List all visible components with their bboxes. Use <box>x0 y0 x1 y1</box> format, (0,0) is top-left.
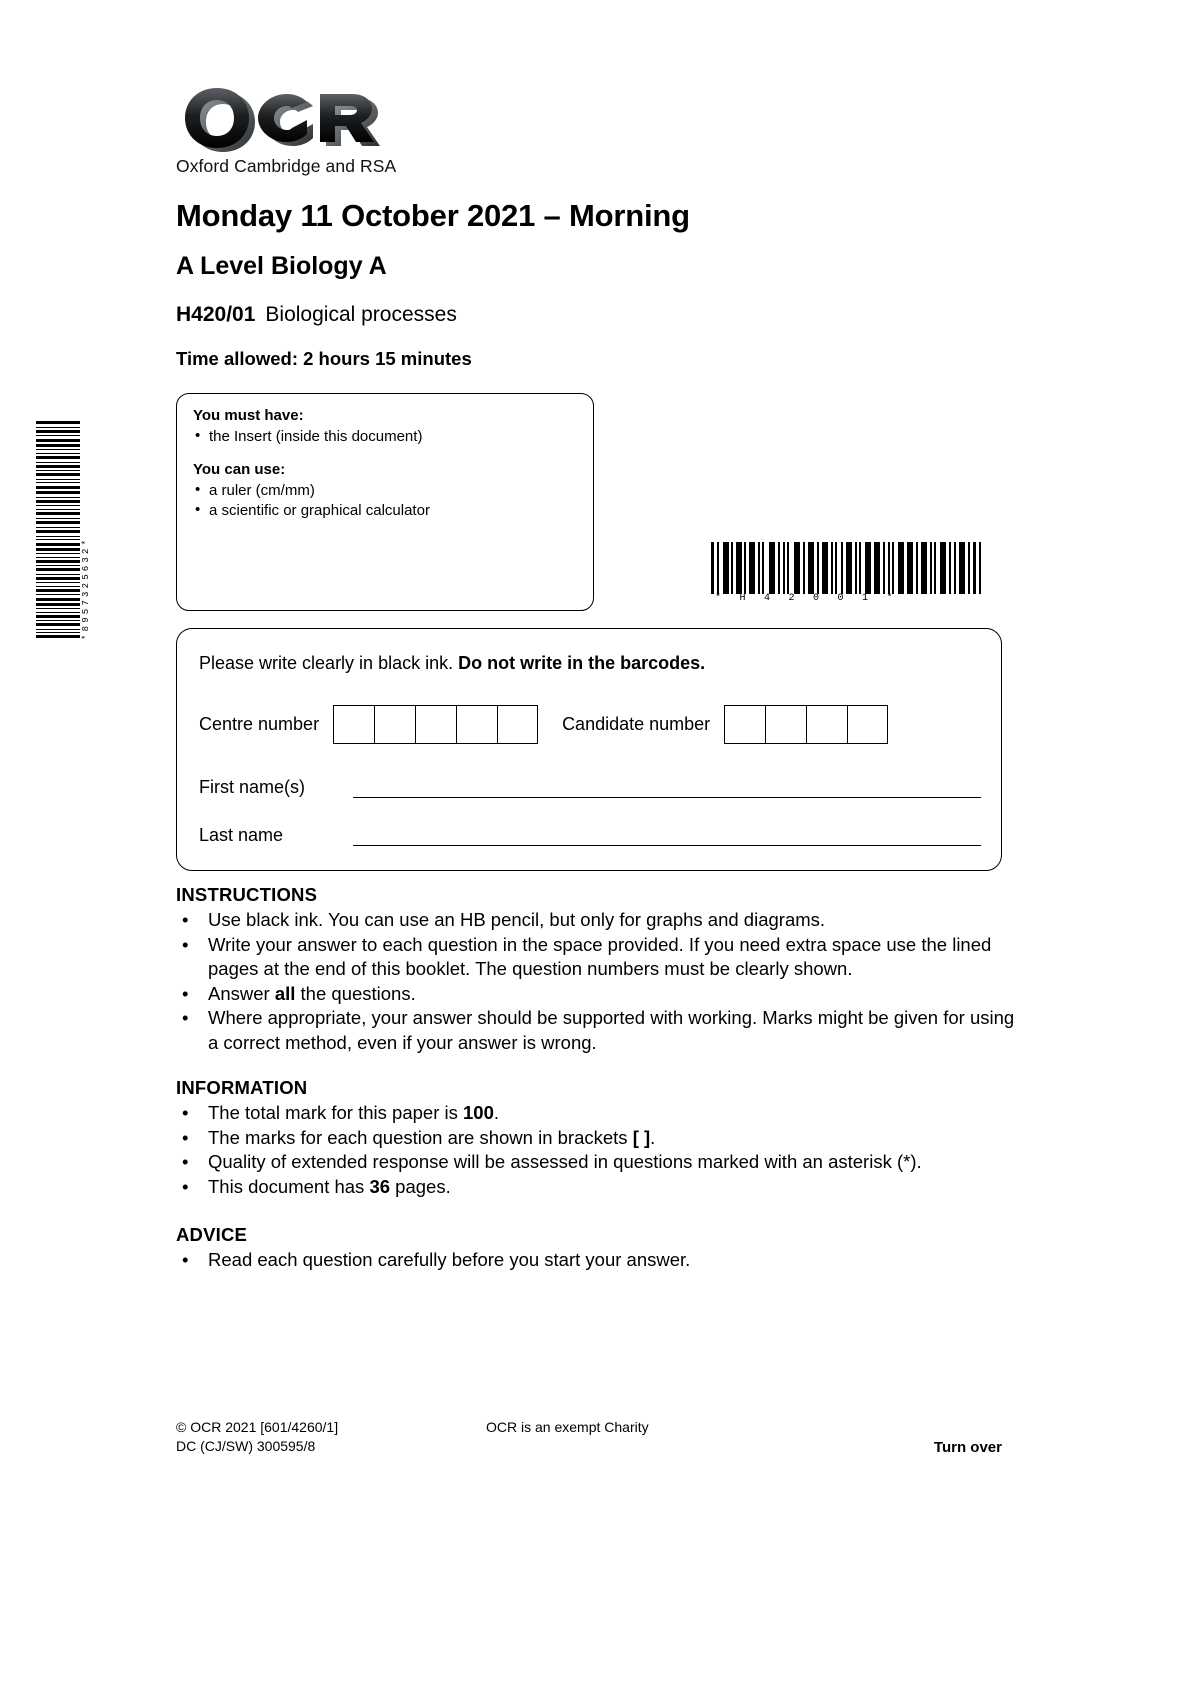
item-text: Where appropriate, your answer should be supported with working. Marks might be given for using a correct method, even if your answer is wrong. <box>208 1007 1015 1053</box>
last-name-input[interactable] <box>353 823 981 846</box>
centre-number-cell[interactable] <box>456 705 497 744</box>
first-name-row <box>199 775 983 798</box>
item-text: The marks for each question are shown in brackets <box>208 1126 633 1148</box>
item-text-tail: pages. <box>390 1175 451 1197</box>
information-section <box>176 1077 1016 1199</box>
list-item <box>176 1101 1016 1126</box>
advice-list <box>176 1248 1016 1273</box>
copyright-line: © OCR 2021 [601/4260/1] <box>176 1419 339 1435</box>
item-bold: all <box>274 982 296 1004</box>
instructions-section <box>176 884 1016 1055</box>
information-title: INFORMATION <box>176 1077 308 1098</box>
unit-code: H420/01 <box>176 303 256 326</box>
list-item <box>176 1150 1016 1175</box>
candidate-number-label: Candidate number <box>562 714 711 734</box>
document-code: DC (CJ/SW) 300595/8 <box>176 1438 316 1454</box>
ocr-logo-tagline: Oxford Cambridge and RSA <box>176 156 397 176</box>
unit-line <box>176 303 1036 327</box>
vertical-barcode-bars <box>36 418 80 640</box>
advice-title: ADVICE <box>176 1224 248 1245</box>
centre-number-cell[interactable] <box>333 705 374 744</box>
instructions-title: INSTRUCTIONS <box>176 884 318 905</box>
centre-number-label: Centre number <box>199 714 320 734</box>
must-have-title: You must have: <box>193 407 304 424</box>
write-clearly-note-plain: Please write clearly in black ink. <box>199 653 459 673</box>
candidate-number-cell[interactable] <box>765 705 806 744</box>
footer-left <box>176 1418 338 1456</box>
last-name-label: Last name <box>199 825 284 845</box>
list-item <box>176 933 1016 982</box>
centre-number-input[interactable] <box>333 705 538 744</box>
item-bold: 36 <box>369 1175 391 1197</box>
list-item: • the Insert (inside this document) <box>193 427 577 447</box>
vertical-barcode <box>36 418 94 640</box>
candidate-number-cell[interactable] <box>806 705 847 744</box>
list-item: • a ruler (cm/mm) <box>193 481 577 501</box>
ocr-logo-icon <box>176 82 408 154</box>
list-item: • a scientific or graphical calculator <box>193 501 577 521</box>
write-clearly-note-bold: Do not write in the barcodes. <box>458 653 706 673</box>
number-entry-row <box>199 705 983 744</box>
item-text: Quality of extended response will be assessed in questions marked with an asterisk (*). <box>208 1151 922 1172</box>
time-allowed: Time allowed: 2 hours 15 minutes <box>176 348 472 369</box>
item-text-tail: . <box>650 1126 656 1148</box>
list-item <box>176 982 1016 1007</box>
item-text: The total mark for this paper is <box>208 1102 463 1123</box>
item-text: Answer <box>208 982 275 1004</box>
equipment-box <box>176 393 594 611</box>
item-bold: [ ] <box>632 1126 651 1148</box>
list-item <box>176 1175 1016 1200</box>
can-use-title: You can use: <box>193 461 286 478</box>
candidate-number-cell[interactable] <box>847 705 888 744</box>
charity-statement: OCR is an exempt Charity <box>486 1419 649 1435</box>
qualification-title: A Level Biology A <box>176 252 387 280</box>
item-bold: 100 <box>463 1102 494 1123</box>
write-clearly-note <box>199 653 705 674</box>
list-item <box>176 1006 1016 1055</box>
must-have-list <box>193 427 577 447</box>
centre-number-cell[interactable] <box>415 705 456 744</box>
first-name-input[interactable] <box>353 775 981 798</box>
can-use-list <box>193 481 577 521</box>
horizontal-barcode-bars <box>707 542 985 594</box>
instructions-list <box>176 908 1016 1055</box>
exam-date-session: Monday 11 October 2021 – Morning <box>176 198 690 233</box>
information-list <box>176 1101 1016 1199</box>
candidate-number-input[interactable] <box>724 705 888 744</box>
unit-name: Biological processes <box>265 303 457 326</box>
item-text: Write your answer to each question in the space provided. If you need extra space use the lined pages at the end of this booklet. The question numbers must be clearly shown. <box>208 933 992 979</box>
item-text-tail: . <box>493 1102 500 1123</box>
list-item <box>176 1126 1016 1151</box>
horizontal-barcode <box>707 542 985 604</box>
page-footer <box>176 1418 1002 1458</box>
ocr-logo <box>176 82 506 177</box>
item-text: Read each question carefully before you start your answer. <box>208 1249 691 1270</box>
first-name-label: First name(s) <box>199 777 306 797</box>
turn-over-label: Turn over <box>933 1439 1002 1456</box>
list-item <box>176 1248 1016 1273</box>
vertical-barcode-text: *8957325632* <box>81 536 91 640</box>
list-item <box>176 908 1016 933</box>
candidate-details-box <box>176 628 1002 871</box>
last-name-row <box>199 823 983 846</box>
centre-number-cell[interactable] <box>497 705 538 744</box>
item-text-tail: the questions. <box>295 982 416 1004</box>
item-text: This document has <box>208 1175 370 1197</box>
candidate-number-cell[interactable] <box>724 705 765 744</box>
advice-section <box>176 1224 1016 1273</box>
item-text: Use black ink. You can use an HB pencil, but only for graphs and diagrams. <box>208 909 826 930</box>
horizontal-barcode-text: *H42001* <box>715 593 912 604</box>
centre-number-cell[interactable] <box>374 705 415 744</box>
